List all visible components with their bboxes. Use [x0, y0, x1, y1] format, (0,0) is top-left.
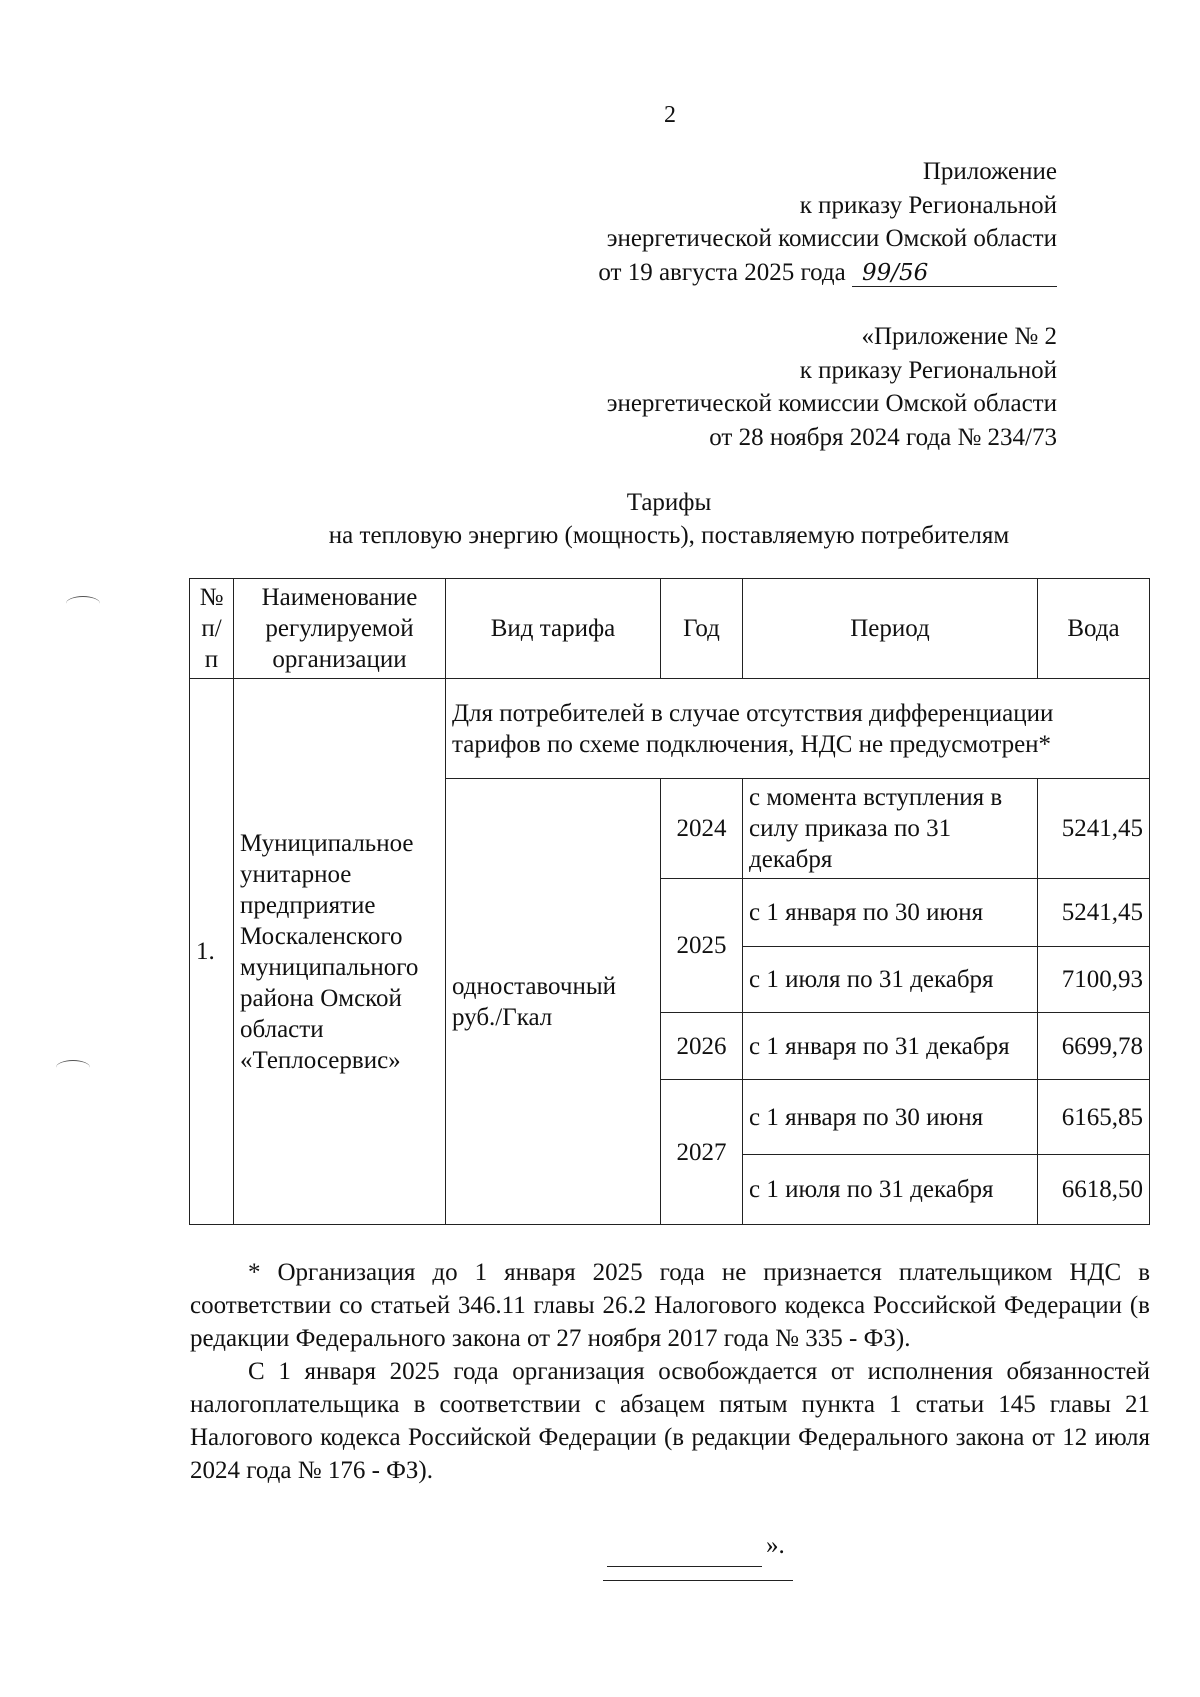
- header-num: № п/п: [190, 579, 234, 679]
- appendix-order-ref: к приказу Региональной: [799, 191, 1057, 219]
- original-appendix-title: «Приложение № 2: [861, 323, 1057, 350]
- period-cell: с 1 января по 30 июня: [743, 879, 1038, 947]
- table-row: [190, 679, 1150, 779]
- value-cell: 5241,45: [1038, 779, 1150, 879]
- closing-line: [607, 1536, 762, 1567]
- end-line: [603, 1578, 793, 1581]
- punch-hole-mark: [66, 596, 100, 611]
- value-cell: 6165,85: [1038, 1080, 1150, 1155]
- header-tariff-type: Вид тарифа: [446, 579, 661, 679]
- year-cell: 2026: [661, 1013, 743, 1080]
- page-number: 2: [664, 102, 676, 128]
- handwritten-order-number: 99/56: [852, 260, 1057, 287]
- header-period: Период: [743, 579, 1038, 679]
- original-appendix-header: [607, 320, 1057, 454]
- closing-quote: ».: [766, 1532, 785, 1559]
- appendix-commission: энергетической комиссии Омской области: [606, 225, 1057, 252]
- appendix-header: [598, 155, 1057, 289]
- value-cell: 6699,78: [1038, 1013, 1150, 1080]
- org-name: Муниципальное унитарное предприятие Москаленского муниципального района Омской области «Теплосервис»: [234, 679, 446, 1225]
- footnote-exemption: С 1 января 2025 года организация освобождается от исполнения обязанностей налогоплательщика в соответствии с абзацем пятым пункта 1 статьи 145 главы 21 Налогового кодекса Российской Федерации (в редакции Федерального закона от 12 июля 2024 года № 176 - ФЗ).: [190, 1358, 1150, 1484]
- header-org: Наименование регулируемой организации: [234, 579, 446, 679]
- period-cell: с 1 июля по 31 декабря: [743, 1155, 1038, 1225]
- document-title: [190, 486, 1148, 552]
- period-cell: с 1 января по 31 декабря: [743, 1013, 1038, 1080]
- year-cell: 2024: [661, 779, 743, 879]
- original-appendix-date: от 28 ноября 2024 года № 234/73: [709, 423, 1057, 451]
- appendix-title: Приложение: [922, 158, 1057, 185]
- original-appendix-order-ref: к приказу Региональной: [799, 356, 1057, 384]
- appendix-date-line: [598, 256, 1057, 290]
- tariff-type: одноставочный руб./Гкал: [446, 779, 661, 1225]
- period-cell: с 1 января по 30 июня: [743, 1080, 1038, 1155]
- section-note: Для потребителей в случае отсутствия дифференциации тарифов по схеме подключения, НДС не предусмотрен*: [446, 679, 1150, 779]
- year-cell: 2025: [661, 879, 743, 1013]
- title-sub: на тепловую энергию (мощность), поставляемую потребителям: [328, 522, 1010, 549]
- footnote-vat: * Организация до 1 января 2025 года не признается плательщиком НДС в соответствии со статьей 346.11 главы 26.2 Налогового кодекса Российской Федерации (в редакции Федерального закона от 27 ноября 2017 года № 335 - ФЗ).: [190, 1259, 1150, 1352]
- value-cell: 7100,93: [1038, 947, 1150, 1013]
- appendix-date: от 19 августа 2025 года: [598, 258, 846, 286]
- tariff-table: [189, 578, 1150, 1225]
- title-main: Тарифы: [626, 489, 712, 516]
- table-header-row: [190, 579, 1150, 679]
- row-number: 1.: [190, 679, 234, 1225]
- value-cell: 5241,45: [1038, 879, 1150, 947]
- header-year: Год: [661, 579, 743, 679]
- footnotes: [190, 1256, 1150, 1487]
- year-cell: 2027: [661, 1080, 743, 1225]
- header-water: Вода: [1038, 579, 1150, 679]
- original-appendix-commission: энергетической комиссии Омской области: [606, 390, 1057, 417]
- value-cell: 6618,50: [1038, 1155, 1150, 1225]
- punch-hole-mark: [56, 1060, 90, 1075]
- period-cell: с 1 июля по 31 декабря: [743, 947, 1038, 1013]
- period-cell: с момента вступления в силу приказа по 31 декабря: [743, 779, 1038, 879]
